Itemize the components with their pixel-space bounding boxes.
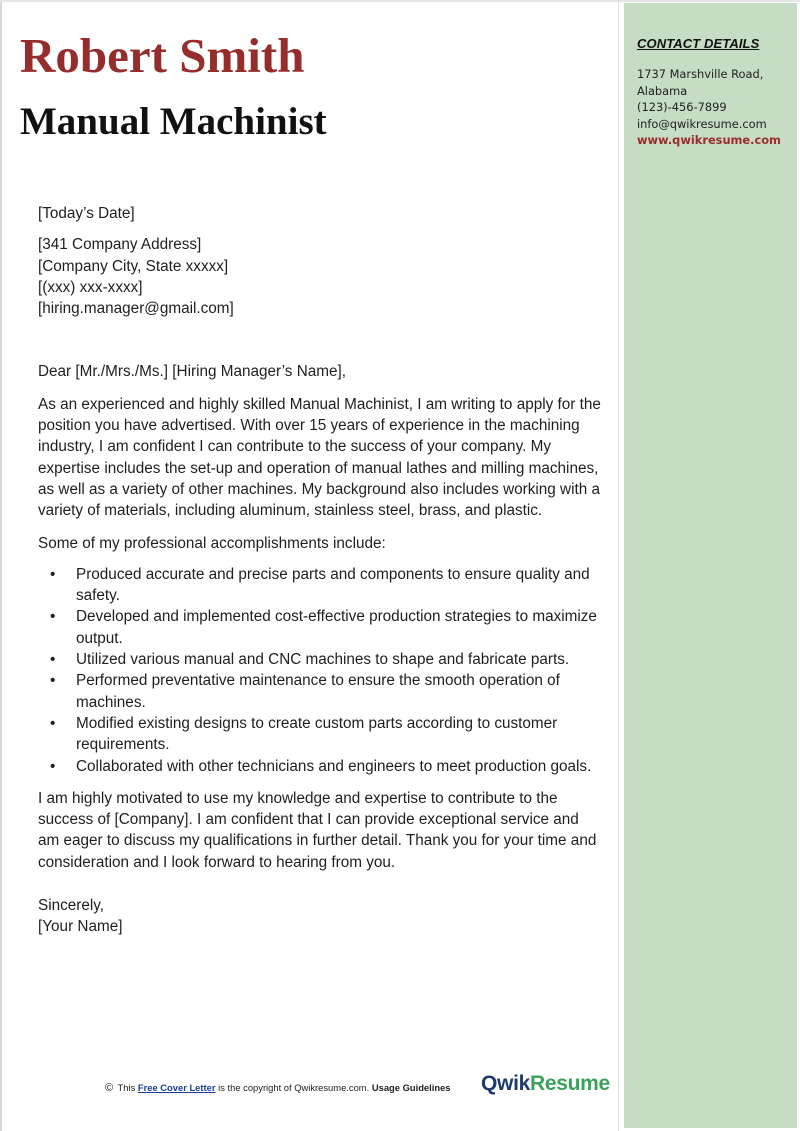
- page-edge-left: [0, 0, 2, 1131]
- bullet-icon: •: [50, 672, 56, 690]
- contact-details: [637, 66, 787, 149]
- contact-heading: CONTACT DETAILS: [637, 36, 760, 51]
- contact-phone: (123)-456-7899: [637, 100, 727, 115]
- accomplishments-intro: Some of my professional accomplishments include:: [38, 534, 386, 552]
- contact-address-line2: Alabama: [637, 83, 688, 98]
- bullet-icon: •: [50, 651, 56, 669]
- copyright-icon: ©: [105, 1082, 114, 1094]
- logo-qwik: Qwik: [481, 1072, 530, 1095]
- copyright-footer: [105, 1082, 451, 1094]
- list-item: [38, 670, 604, 713]
- recipient-address: [38, 234, 604, 319]
- body-paragraph-1: As an experienced and highly skilled Manual Machinist, I am writing to apply for the position you have advertised. With over 15 years of experience in the machining industry, I am confident I can contribute to the success of your company. My expertise includes the set-up and operation of manual lathes and milling machines, as well as a variety of other machines. My background also includes working with a variety of materials, including aluminum, stainless steel, brass, and plastic.: [38, 395, 601, 520]
- recipient-company-city: [Company City, State xxxxx]: [38, 257, 229, 275]
- accomplishments-list: [38, 564, 604, 777]
- sidebar-divider: [618, 0, 619, 1131]
- bullet-icon: •: [50, 714, 56, 732]
- list-item-text: Performed preventative maintenance to ensure the smooth operation of machines.: [76, 672, 560, 711]
- logo-resume: Resume: [529, 1072, 610, 1095]
- list-item-text: Produced accurate and precise parts and components to ensure quality and safety.: [76, 565, 590, 605]
- footer-copyright-text: is the copyright of Qwikresume.com.: [218, 1082, 370, 1093]
- recipient-company-address: [341 Company Address]: [38, 236, 202, 254]
- list-item: [38, 713, 604, 756]
- recipient-phone: [(xxx) xxx-xxxx]: [38, 278, 143, 296]
- bullet-icon: •: [50, 608, 56, 626]
- letter-body: [38, 203, 604, 938]
- list-item: [38, 649, 604, 670]
- list-item: [38, 564, 604, 607]
- list-item: [38, 606, 604, 649]
- list-item-text: Modified existing designs to create custom parts according to customer requirements.: [76, 714, 558, 754]
- candidate-name: Robert Smith: [20, 28, 305, 83]
- contact-website[interactable]: www.qwikresume.com: [637, 133, 781, 148]
- bullet-icon: •: [50, 757, 56, 775]
- signature-name: [Your Name]: [38, 918, 123, 936]
- contact-sidebar: [624, 3, 797, 1128]
- page-edge-top: [0, 0, 800, 2]
- body-paragraph-2: I am highly motivated to use my knowledge and expertise to contribute to the success of [Company]. I am confident that I can provide exceptional service and am eager to discuss my qualifications in further detail. Thank you for your time and consideration and I look forward to hearing from you.: [38, 789, 597, 871]
- footer-this: This: [117, 1082, 136, 1093]
- recipient-email: [hiring.manager@gmail.com]: [38, 300, 234, 318]
- contact-email: info@qwikresume.com: [637, 116, 767, 131]
- list-item-text: Collaborated with other technicians and engineers to meet production goals.: [76, 757, 592, 775]
- contact-address-line1: 1737 Marshville Road,: [637, 67, 764, 81]
- closing: Sincerely,: [38, 897, 105, 915]
- list-item-text: Utilized various manual and CNC machines to shape and fabricate parts.: [76, 651, 570, 669]
- qwikresume-logo[interactable]: [481, 1072, 610, 1096]
- letter-date: [Today’s Date]: [38, 205, 135, 222]
- list-item-text: Developed and implemented cost-effective production strategies to maximize output.: [76, 608, 597, 647]
- list-item: [38, 756, 604, 777]
- job-title: Manual Machinist: [20, 100, 327, 143]
- salutation: Dear [Mr./Mrs./Ms.] [Hiring Manager’s Name],: [38, 363, 346, 381]
- usage-guidelines-link[interactable]: Usage Guidelines: [371, 1082, 451, 1093]
- bullet-icon: •: [50, 565, 56, 583]
- free-cover-letter-link[interactable]: Free Cover Letter: [137, 1082, 216, 1093]
